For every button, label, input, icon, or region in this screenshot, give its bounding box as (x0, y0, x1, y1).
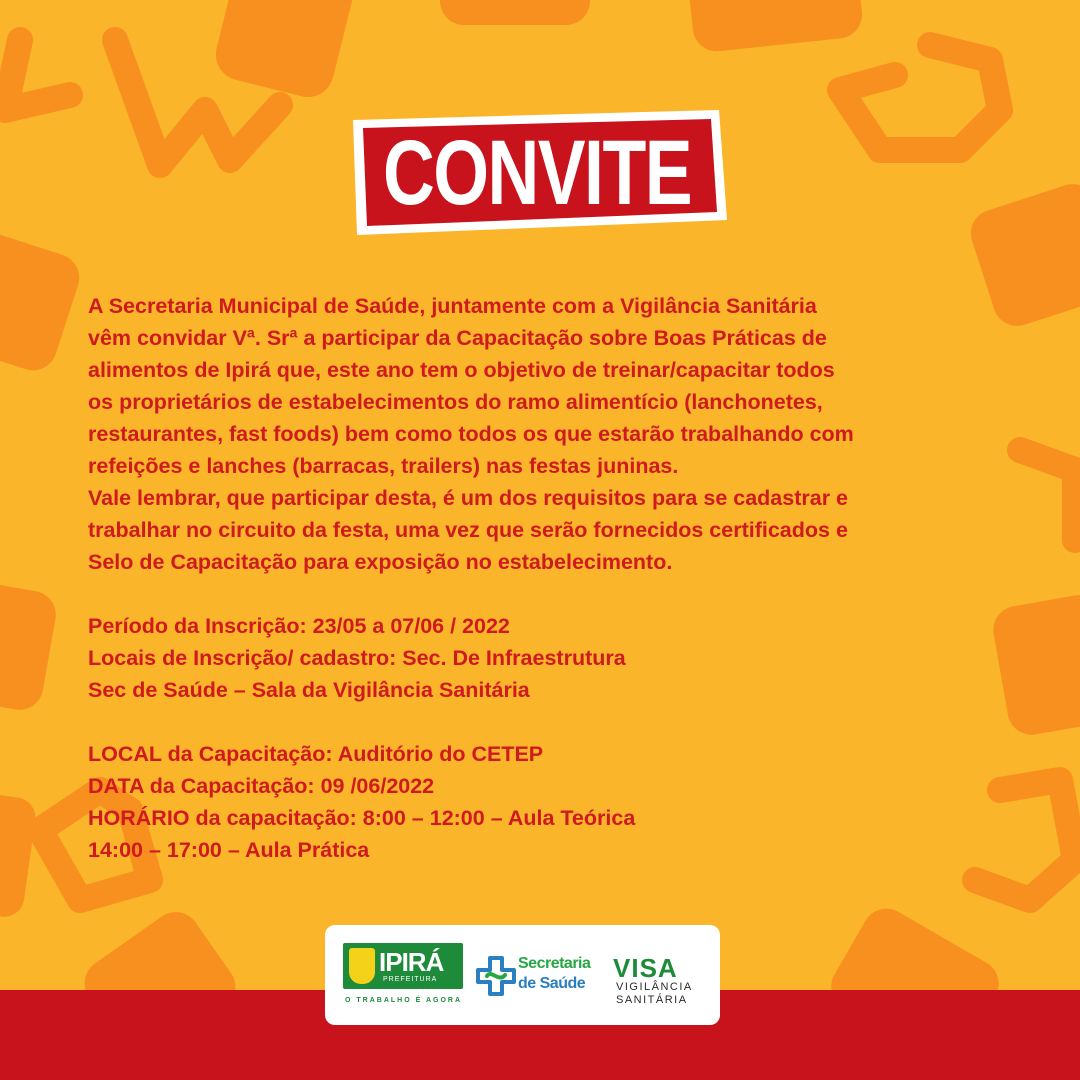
training-location: LOCAL da Capacitação: Auditório do CETEP (88, 742, 544, 766)
text-line: vêm convidar Vª. Srª a participar da Capacitação sobre Boas Práticas de (88, 326, 827, 350)
training-info (88, 738, 1048, 866)
invitation-paragraph (88, 290, 1048, 578)
coat-of-arms-icon (349, 948, 375, 984)
ipira-logo-subtitle: PREFEITURA (383, 976, 438, 983)
ipira-logo (343, 943, 463, 989)
ipira-logo-name: IPIRÁ (379, 947, 444, 977)
training-date: DATA da Capacitação: 09 /06/2022 (88, 774, 435, 798)
health-cross-icon (475, 955, 517, 997)
visa-logo-line2: SANITÁRIA (616, 994, 688, 1006)
page-title: CONVITE (382, 121, 692, 224)
visa-logo-name: VISA (613, 953, 678, 983)
logo-card (325, 925, 720, 1025)
secretaria-logo-line1: Secretaria (518, 955, 591, 972)
registration-locations: Locais de Inscrição/ cadastro: Sec. De Infraestrutura (88, 646, 626, 670)
training-time-practice: 14:00 – 17:00 – Aula Prática (88, 838, 370, 862)
spacer (88, 578, 1048, 610)
text-line: Vale lembrar, que participar desta, é um dos requisitos para se cadastrar e (88, 486, 848, 510)
registration-period: Período da Inscrição: 23/05 a 07/06 / 2022 (88, 614, 510, 638)
registration-location-2: Sec de Saúde – Sala da Vigilância Sanitária (88, 678, 530, 702)
training-time-theory: HORÁRIO da capacitação: 8:00 – 12:00 – Aula Teórica (88, 806, 636, 830)
visa-logo-line1: VIGILÂNCIA (616, 981, 693, 993)
text-line: os proprietários de estabelecimentos do ramo alimentício (lanchonetes, (88, 390, 823, 414)
text-line: A Secretaria Municipal de Saúde, juntamente com a Vigilância Sanitária (88, 294, 817, 318)
ipira-tagline: O TRABALHO É AGORA (345, 997, 463, 1004)
title-banner (347, 110, 727, 235)
text-line: restaurantes, fast foods) bem como todos os que estarão trabalhando com (88, 422, 854, 446)
spacer (88, 706, 1048, 738)
text-line: trabalhar no circuito da festa, uma vez que serão fornecidos certificados e (88, 518, 848, 542)
text-line: refeições e lanches (barracas, trailers) nas festas juninas. (88, 454, 679, 478)
secretaria-logo-line2: de Saúde (518, 975, 586, 992)
text-line: alimentos de Ipirá que, este ano tem o objetivo de treinar/capacitar todos (88, 358, 835, 382)
text-line: Selo de Capacitação para exposição no estabelecimento. (88, 550, 673, 574)
registration-info (88, 610, 1048, 706)
invitation-text (88, 290, 1048, 866)
